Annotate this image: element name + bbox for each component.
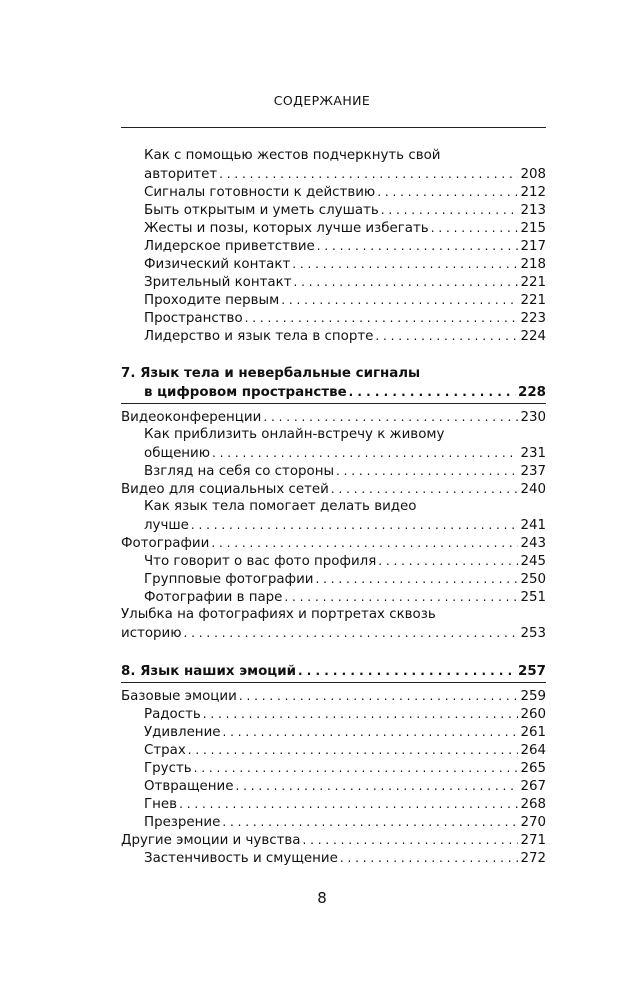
chapter-8-page: 257 xyxy=(518,664,546,679)
toc-entry[interactable] xyxy=(121,687,546,705)
dot-leader xyxy=(303,831,519,849)
toc-entry-page: 217 xyxy=(520,239,546,254)
toc-entry-title: Зрительный контакт xyxy=(144,275,292,290)
toc-entry-page: 259 xyxy=(520,689,546,704)
toc-entry-page: 268 xyxy=(520,797,546,812)
toc-entry-title: авторитет xyxy=(144,167,218,182)
dot-leader xyxy=(340,849,519,867)
toc-entry-page: 230 xyxy=(520,410,546,425)
toc-entry-title: Фотографии xyxy=(121,536,210,551)
toc-entry-page: 265 xyxy=(520,761,546,776)
toc-entry-row xyxy=(121,462,546,480)
toc-entry-title-line: Как с помощью жестов подчеркнуть свой xyxy=(144,148,441,163)
toc-entry[interactable] xyxy=(121,741,546,759)
toc-entry-title: Базовые эмоции xyxy=(121,689,237,704)
toc-entry-page: 208 xyxy=(520,167,546,182)
toc-entry-page: 261 xyxy=(520,725,546,740)
toc-entry-title: Видеоконференции xyxy=(121,410,262,425)
toc-entry-row xyxy=(121,849,546,867)
toc-entry-row xyxy=(121,831,546,849)
toc-entry-page: 250 xyxy=(520,572,546,587)
toc-entry-row xyxy=(121,570,546,588)
toc-entry-title: Гнев xyxy=(144,797,178,812)
toc-entry[interactable] xyxy=(121,480,546,498)
dot-leader xyxy=(236,777,519,795)
toc-entry-page: 241 xyxy=(520,518,546,533)
toc-entry-title: Физический контакт xyxy=(144,257,291,272)
toc-entry-title-line: Как приблизить онлайн-встречу к живому xyxy=(144,427,445,442)
toc-entry-title: Взгляд на себя со стороны xyxy=(144,464,335,479)
toc-entry[interactable] xyxy=(121,408,546,426)
toc-entry-page: 223 xyxy=(520,311,546,326)
toc-entry-page: 243 xyxy=(520,536,546,551)
toc-entry-page: 264 xyxy=(520,743,546,758)
toc-entry[interactable] xyxy=(121,309,546,327)
toc-entry-row xyxy=(121,588,546,606)
toc-entry-row xyxy=(121,201,546,219)
dot-leader xyxy=(284,588,518,606)
toc-entry-row xyxy=(121,273,546,291)
toc-entry-title: Проходите первым xyxy=(144,293,280,308)
toc-entry-page: 251 xyxy=(520,590,546,605)
toc-entry-row xyxy=(121,165,546,183)
chapter-8-title-text: 8. Язык наших эмоций xyxy=(121,664,296,679)
toc-group-leadership xyxy=(121,147,546,345)
toc-entry-row xyxy=(121,705,546,723)
toc-entry[interactable] xyxy=(121,588,546,606)
dot-leader xyxy=(377,183,518,201)
toc-entry-page: 213 xyxy=(520,203,546,218)
toc-entry-row xyxy=(121,723,546,741)
toc-entry-title: Сигналы готовности к действию xyxy=(144,185,376,200)
toc-entry-row xyxy=(121,741,546,759)
dot-leader xyxy=(317,237,519,255)
toc-entry-page: 272 xyxy=(520,851,546,866)
dot-leader xyxy=(292,255,518,273)
toc-group-digital xyxy=(121,408,546,642)
header-rule xyxy=(121,127,546,128)
toc-entry-row xyxy=(121,237,546,255)
toc-entry[interactable] xyxy=(121,795,546,813)
toc-entry-row xyxy=(121,327,546,345)
toc-entry-row xyxy=(121,795,546,813)
toc-entry-page: 212 xyxy=(520,185,546,200)
toc-entry-title: Фотографии в паре xyxy=(144,590,283,605)
chapter-7-title-line1: 7. Язык тела и невербальные сигналы xyxy=(121,366,421,381)
toc-entry-page: 218 xyxy=(520,257,546,272)
toc-entry-row xyxy=(121,291,546,309)
toc-entry[interactable] xyxy=(121,705,546,723)
toc-entry-title: Другие эмоции и чувства xyxy=(121,833,301,848)
toc-entry-title: Жесты и позы, которых лучше избегать xyxy=(144,221,429,236)
dot-leader xyxy=(281,291,518,309)
toc-entry-page: 271 xyxy=(520,833,546,848)
dot-leader xyxy=(378,552,518,570)
toc-entry[interactable] xyxy=(121,291,546,309)
toc-entry-page: 215 xyxy=(520,221,546,236)
toc-entry[interactable] xyxy=(121,219,546,237)
toc-entry-row xyxy=(121,516,546,534)
dot-leader xyxy=(375,327,518,345)
running-header: СОДЕРЖАНИЕ xyxy=(273,93,371,108)
toc-entry[interactable] xyxy=(121,552,546,570)
toc-entry-row xyxy=(121,759,546,777)
toc-entry-title: Радость xyxy=(144,707,201,722)
toc-entry[interactable] xyxy=(121,849,546,867)
toc-entry[interactable] xyxy=(121,831,546,849)
chapter-7-title-text: в цифровом пространстве xyxy=(144,385,347,400)
toc-entry-row xyxy=(121,624,546,642)
toc-entry-title: общению xyxy=(144,446,211,461)
dot-leader xyxy=(298,662,516,680)
toc-entry[interactable] xyxy=(121,759,546,777)
toc-entry-title: Застенчивость и смущение xyxy=(144,851,338,866)
toc-entry-row xyxy=(121,813,546,831)
dot-leader xyxy=(184,624,519,642)
toc-entry-title: Видео для социальных сетей xyxy=(121,482,329,497)
toc-entry-title: Пространство xyxy=(144,311,243,326)
toc-entry-title: Презрение xyxy=(144,815,221,830)
dot-leader xyxy=(179,795,518,813)
toc-entry-title: Удивление xyxy=(144,725,221,740)
chapter-7-page: 228 xyxy=(518,385,546,400)
toc-entry-title: историю xyxy=(121,626,182,641)
toc-entry[interactable] xyxy=(121,147,546,183)
toc-chapter-7[interactable] xyxy=(121,365,546,404)
toc-entry-page: 267 xyxy=(520,779,546,794)
toc-entry-page: 240 xyxy=(520,482,546,497)
dot-leader xyxy=(245,309,519,327)
dot-leader xyxy=(263,408,518,426)
toc-entry-title: Отвращение xyxy=(144,779,234,794)
toc-entry-title: Лидерское приветствие xyxy=(144,239,315,254)
toc-entry-page: 245 xyxy=(520,554,546,569)
toc-entry-title: Быть открытым и уметь слушать xyxy=(144,203,379,218)
toc-entry[interactable] xyxy=(121,327,546,345)
toc-entry[interactable] xyxy=(121,606,546,642)
toc-entry-page: 224 xyxy=(520,329,546,344)
toc-entry-row xyxy=(121,309,546,327)
dot-leader xyxy=(219,165,518,183)
toc-entry[interactable] xyxy=(121,237,546,255)
toc-entry-page: 237 xyxy=(520,464,546,479)
toc-entry-page: 270 xyxy=(520,815,546,830)
dot-leader xyxy=(203,705,519,723)
toc-entry-row xyxy=(121,480,546,498)
toc-entry[interactable] xyxy=(121,183,546,201)
toc-entry-row xyxy=(121,552,546,570)
dot-leader xyxy=(211,534,518,552)
toc-entry-row xyxy=(121,183,546,201)
chapter-7-title-line2 xyxy=(121,383,546,401)
toc-entry-title: Что говорит о вас фото профиля xyxy=(144,554,377,569)
toc-entry-title-line: Улыбка на фотографиях и портретах сквозь xyxy=(121,607,436,622)
toc-entry[interactable] xyxy=(121,462,546,480)
toc-entry-row xyxy=(121,687,546,705)
toc-entry-title: лучше xyxy=(144,518,189,533)
toc-entry-title-line: Как язык тела помогает делать видео xyxy=(144,499,417,514)
toc-entry[interactable] xyxy=(121,273,546,291)
dot-leader xyxy=(294,273,519,291)
page-number: 8 xyxy=(317,889,327,907)
toc-entry[interactable] xyxy=(121,201,546,219)
toc-entry-page: 221 xyxy=(520,275,546,290)
toc-entry-page: 253 xyxy=(520,626,546,641)
chapter-8-title-line xyxy=(121,662,546,680)
toc-entry-row xyxy=(121,534,546,552)
toc-entry-row xyxy=(121,444,546,462)
dot-leader xyxy=(349,383,516,401)
toc-entry-page: 231 xyxy=(520,446,546,461)
toc-entry-row xyxy=(121,408,546,426)
toc-entry-row xyxy=(121,777,546,795)
dot-leader xyxy=(191,516,519,534)
toc-entry[interactable] xyxy=(121,570,546,588)
toc-chapter-8[interactable] xyxy=(121,662,546,683)
toc-entry-row xyxy=(121,255,546,273)
dot-leader xyxy=(223,723,519,741)
toc-entry-title: Групповые фотографии xyxy=(144,572,314,587)
dot-leader xyxy=(188,741,519,759)
toc-entry-row xyxy=(121,219,546,237)
toc-entry[interactable] xyxy=(121,426,546,462)
toc-entry[interactable] xyxy=(121,813,546,831)
toc-entry-title: Страх xyxy=(144,743,186,758)
toc-entry-page: 260 xyxy=(520,707,546,722)
dot-leader xyxy=(222,813,518,831)
toc-entry[interactable] xyxy=(121,777,546,795)
dot-leader xyxy=(239,687,519,705)
toc-entry[interactable] xyxy=(121,723,546,741)
toc-entry-page: 221 xyxy=(520,293,546,308)
toc-group-emotions xyxy=(121,687,546,867)
dot-leader xyxy=(212,444,518,462)
toc-entry-title: Грусть xyxy=(144,761,192,776)
dot-leader xyxy=(315,570,518,588)
table-of-contents xyxy=(121,147,546,867)
toc-entry[interactable] xyxy=(121,255,546,273)
dot-leader xyxy=(194,759,519,777)
dot-leader xyxy=(336,462,518,480)
toc-entry-title: Лидерство и язык тела в спорте xyxy=(144,329,374,344)
toc-entry[interactable] xyxy=(121,534,546,552)
dot-leader xyxy=(331,480,519,498)
dot-leader xyxy=(381,201,519,219)
dot-leader xyxy=(431,219,519,237)
toc-entry[interactable] xyxy=(121,498,546,534)
